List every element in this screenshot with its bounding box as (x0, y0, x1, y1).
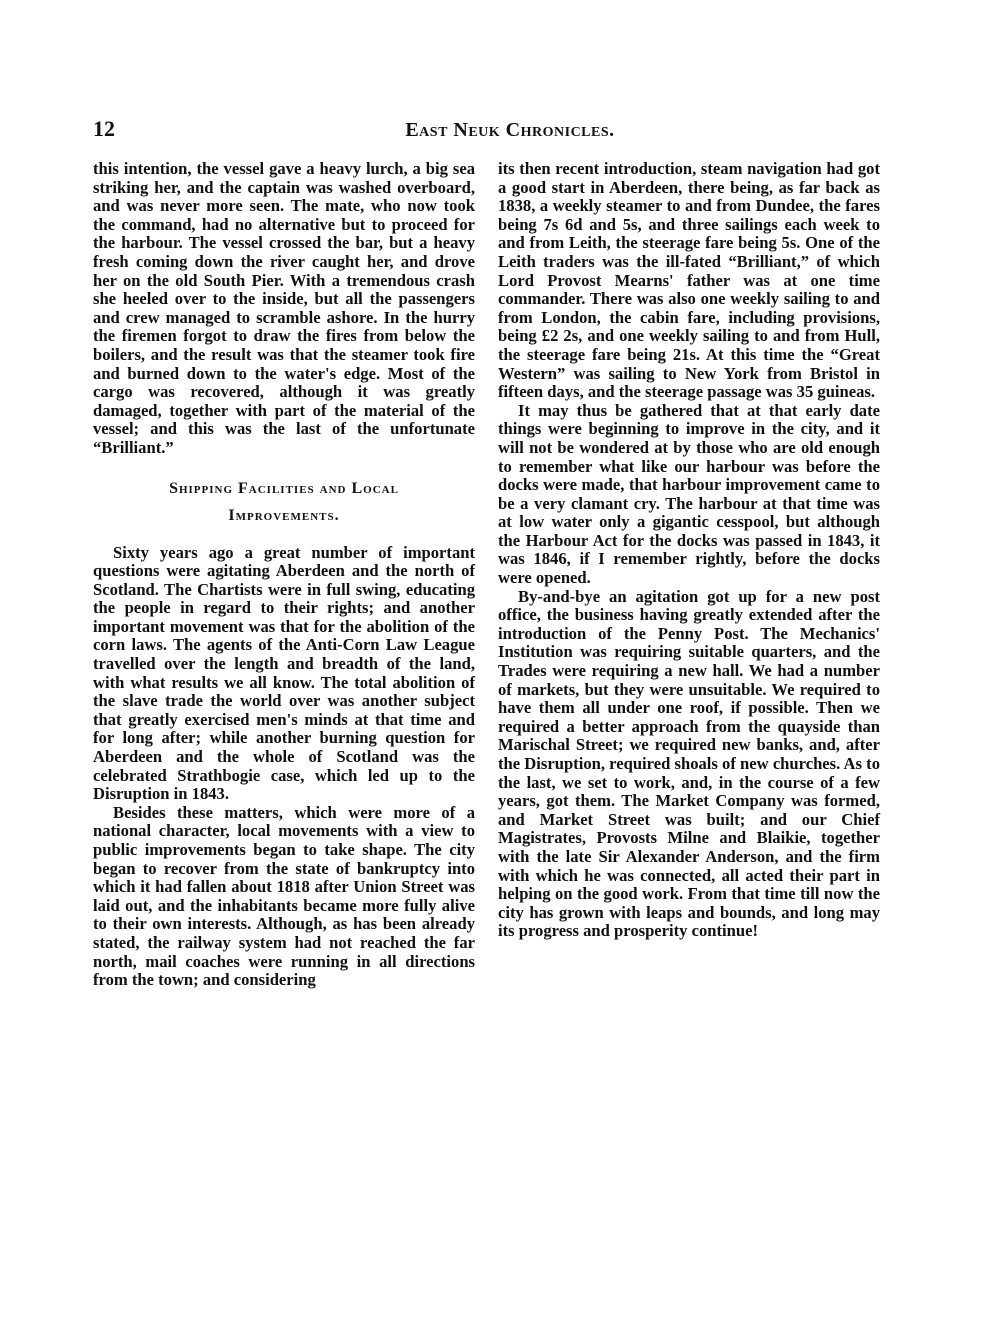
left-paragraph-3: Besides these matters, which were more of a national character, local movements with a view to public improvements began to take shape. The city began to recover from the state of bankruptcy into which it had fallen about 1818 after Union Street was laid out, and the inhabitants became more fully alive to their own interests. Although, as has been already stated, the railway system had not reached the far north, mail coaches were running in all directions from the town; and considering (93, 802, 475, 990)
left-paragraph-1: this intention, the vessel gave a heavy lurch, a big sea striking her, and the captain was washed overboard, and was never more seen. The mate, who now took the command, had no alternative but to proceed for the harbour. The vessel crossed the bar, but a heavy fresh coming down the river caught her, and drove her on the old South Pier. With a tremendous crash she heeled over to the inside, but all the passengers and crew managed to scramble ashore. In the hurry the firemen forgot to draw the fires from below the boilers, and the result was that the steamer took fire and burned down to the water's edge. Most of the cargo was recovered, although it was greatly damaged, together with part of the material of the vessel; and this was the last of the unfortunate “Brilliant.” (93, 159, 475, 457)
section-heading (93, 475, 475, 529)
page-number: 12 (93, 116, 115, 141)
right-paragraph-3: By-and-bye an agitation got up for a new post office, the business having greatly extended after the introduction of the Penny Post. The Mechanics' Institution was requiring suitable quarters, and the Trades were requiring a new hall. We had a number of markets, but they were unsuitable. We required to have them all under one roof, if possible. Then we required a better approach from the quayside than Marischal Street; we required new banks, and, after the Disruption, required shoals of new churches. As to the last, we set to work, and, in the course of a few years, got them. The Market Company was formed, and Market Street was built; and our Chief Magistrates, Provosts Milne and Blaikie, together with the late Sir Alexander Anderson, and the firm with which he was connected, all acted their part in helping on the good work. From that time till now the city has grown with leaps and bounds, and long may its progress and prosperity continue! (498, 586, 880, 941)
running-title: East Neuk Chronicles. (405, 119, 615, 141)
section-heading-line-1: Shipping Facilities and Local (169, 479, 399, 497)
right-column (498, 160, 880, 941)
left-column (93, 160, 475, 990)
section-heading-line-2: Improvements. (228, 506, 340, 524)
right-paragraph-2: It may thus be gathered that at that early date things were beginning to improve in the city, and it will not be wondered at by those who are old enough to remember what like our harbour was before the docks were made, that harbour improvement came to be a very clamant cry. The harbour at that time was at low water only a gigantic cesspool, but although the Harbour Act for the docks was passed in 1843, it was 1846, if I remember rightly, before the docks were opened. (498, 400, 880, 588)
left-paragraph-2: Sixty years ago a great number of important questions were agitating Aberdeen and the north of Scotland. The Chartists were in full swing, educating the people in regard to their rights; and another important movement was that for the abolition of the corn laws. The agents of the Anti-Corn Law League travelled over the length and breadth of the land, with what results we all know. The total abolition of the slave trade the world over was another subject that greatly exercised men's minds at that time and for long after; while another burning question for Aberdeen and the whole of Scotland was the celebrated Strathbogie case, which led up to the Disruption in 1843. (93, 542, 475, 804)
right-paragraph-1: its then recent introduction, steam navigation had got a good start in Aberdeen, there being, as far back as 1838, a weekly steamer to and from Dundee, the fares being 7s 6d and 5s, and three sailings each week to and from Leith, the steerage fare being 5s. One of the Leith traders was the ill-fated “Brilliant,” of which Lord Provost Mearns' father was at one time commander. There was also one weekly sailing to and from London, the cabin fare, including provisions, being £2 2s, and one weekly sailing to and from Hull, the steerage fare being 21s. At this time the “Great Western” was sailing to New York from Bristol in fifteen days, and the steerage passage was 35 guineas. (498, 159, 880, 402)
